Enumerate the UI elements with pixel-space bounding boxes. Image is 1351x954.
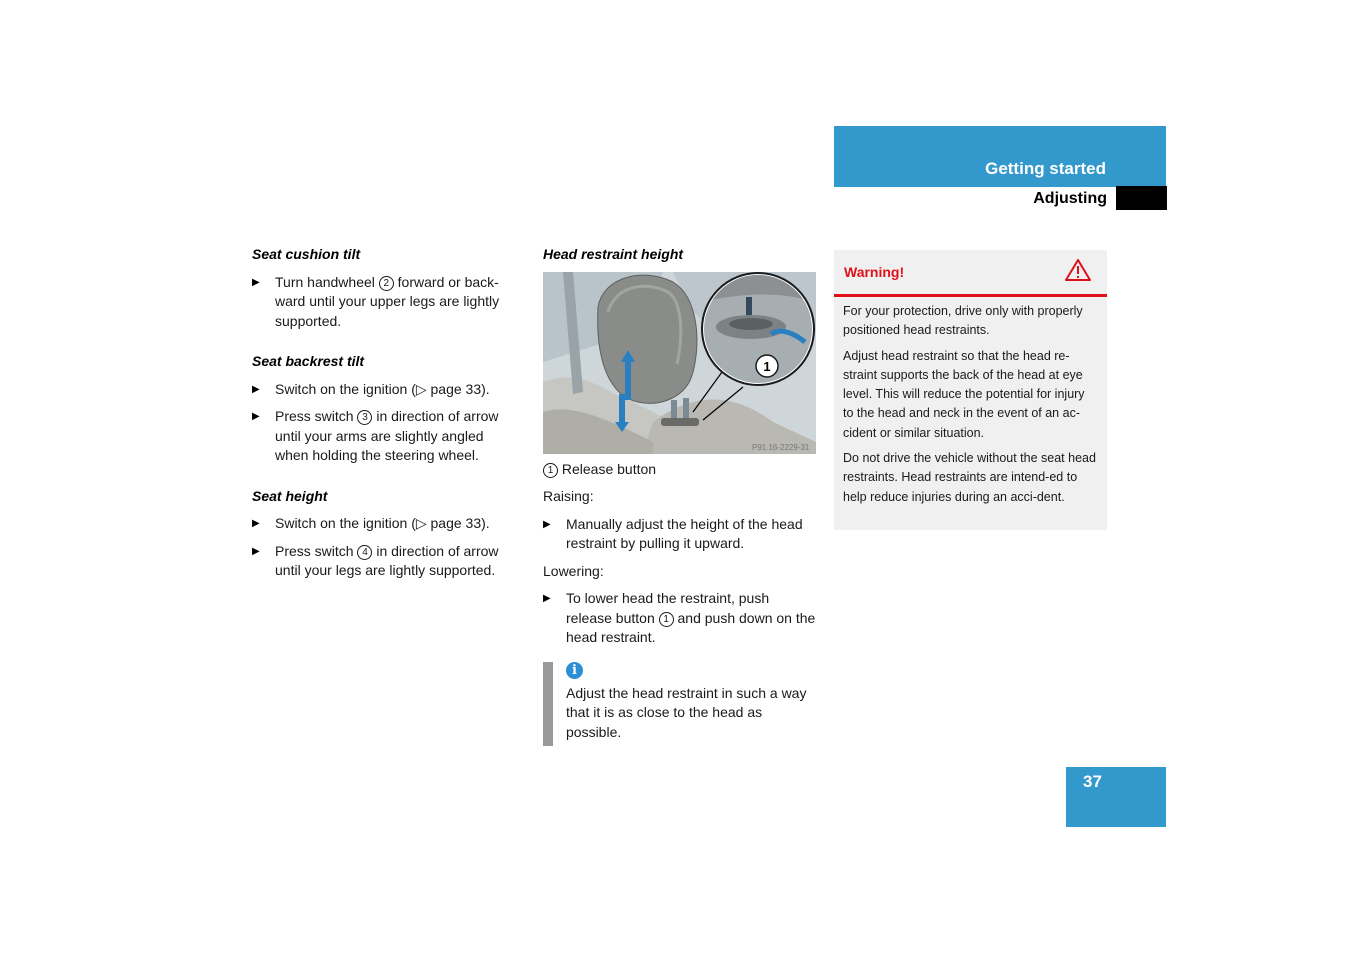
warning-title: Warning! [844, 264, 905, 280]
warning-paragraph: Adjust head restraint so that the head re-straint supports the back of the head at eye level. This will reduce the potential for injury to the head and neck in the event of an ac-cident or similar situation. [843, 348, 1085, 440]
warning-paragraph: For your protection, drive only with properly positioned head restraints. [843, 304, 1083, 338]
figure-code: P91.16-2229-31 [752, 442, 810, 452]
info-icon: i [566, 662, 583, 679]
bullet-arrow-icon: ▶ [252, 518, 260, 529]
instruction-step: ▶ Turn handwheel 2 forward or back-ward until your upper legs are lightly supported. [252, 273, 500, 329]
head-restraint-height-heading: Head restraint height [543, 246, 684, 262]
raising-label: Raising: [543, 488, 594, 504]
callout-number: 1 [659, 612, 674, 627]
callout-number: 4 [357, 545, 372, 560]
instruction-step: ▶ Press switch 3 in direction of arrow until your arms are slightly angled when holding the steering wheel. [252, 408, 499, 463]
subsection-title: Adjusting [1033, 190, 1107, 207]
figure-legend: 1 Release button [543, 460, 816, 480]
info-bar [543, 662, 553, 746]
left-column [252, 245, 517, 589]
bullet-arrow-icon: ▶ [252, 383, 260, 395]
bullet-arrow-icon: ▶ [543, 518, 551, 530]
seat-cushion-tilt-heading: Seat cushion tilt [252, 246, 361, 262]
bullet-arrow-icon: ▶ [543, 593, 551, 604]
instruction-step: ▶ Switch on the ignition (▷ page 33). [252, 514, 517, 534]
seat-height-heading: Seat height [252, 487, 328, 504]
warning-box [834, 250, 1107, 530]
bullet-arrow-icon: ▶ [252, 276, 260, 288]
section-title: Getting started [985, 159, 1106, 178]
info-text: Adjust the head restraint in such a way that it is as close to the head as possible. [566, 684, 807, 740]
instruction-step: ▶ To lower head the restraint, push release button 1 and push down on the head restraint. [543, 590, 816, 645]
callout-number: 1 [543, 463, 558, 478]
figure-callout-number: 1 [763, 358, 771, 374]
warning-body [834, 297, 1107, 507]
callout-number: 2 [379, 276, 394, 291]
instruction-step: ▶ Press switch 4 in direction of arrow until your legs are lightly supported. [252, 542, 499, 578]
middle-column [543, 245, 816, 746]
lowering-label: Lowering: [543, 562, 604, 579]
callout-number: 3 [357, 410, 372, 425]
warning-paragraph: Do not drive the vehicle without the seat head restraints. Head restraints are intend-ed to help reduce injuries during an acci-dent. [843, 451, 1096, 504]
info-note [543, 662, 816, 746]
section-header-bar [834, 126, 1166, 187]
bullet-arrow-icon: ▶ [252, 545, 260, 557]
warning-triangle-icon [1065, 258, 1091, 282]
page-number: 37 [1083, 772, 1102, 791]
instruction-step: ▶ Switch on the ignition (▷ page 33). [252, 380, 517, 400]
bullet-arrow-icon: ▶ [252, 411, 260, 422]
page-number-tab [1066, 767, 1166, 827]
instruction-step: ▶ Manually adjust the height of the head restraint by pulling it upward. [543, 515, 803, 551]
head-restraint-illustration [543, 272, 816, 454]
warning-header [834, 250, 1107, 297]
seat-backrest-tilt-heading: Seat backrest tilt [252, 353, 365, 369]
subsection-marker [1116, 186, 1167, 210]
